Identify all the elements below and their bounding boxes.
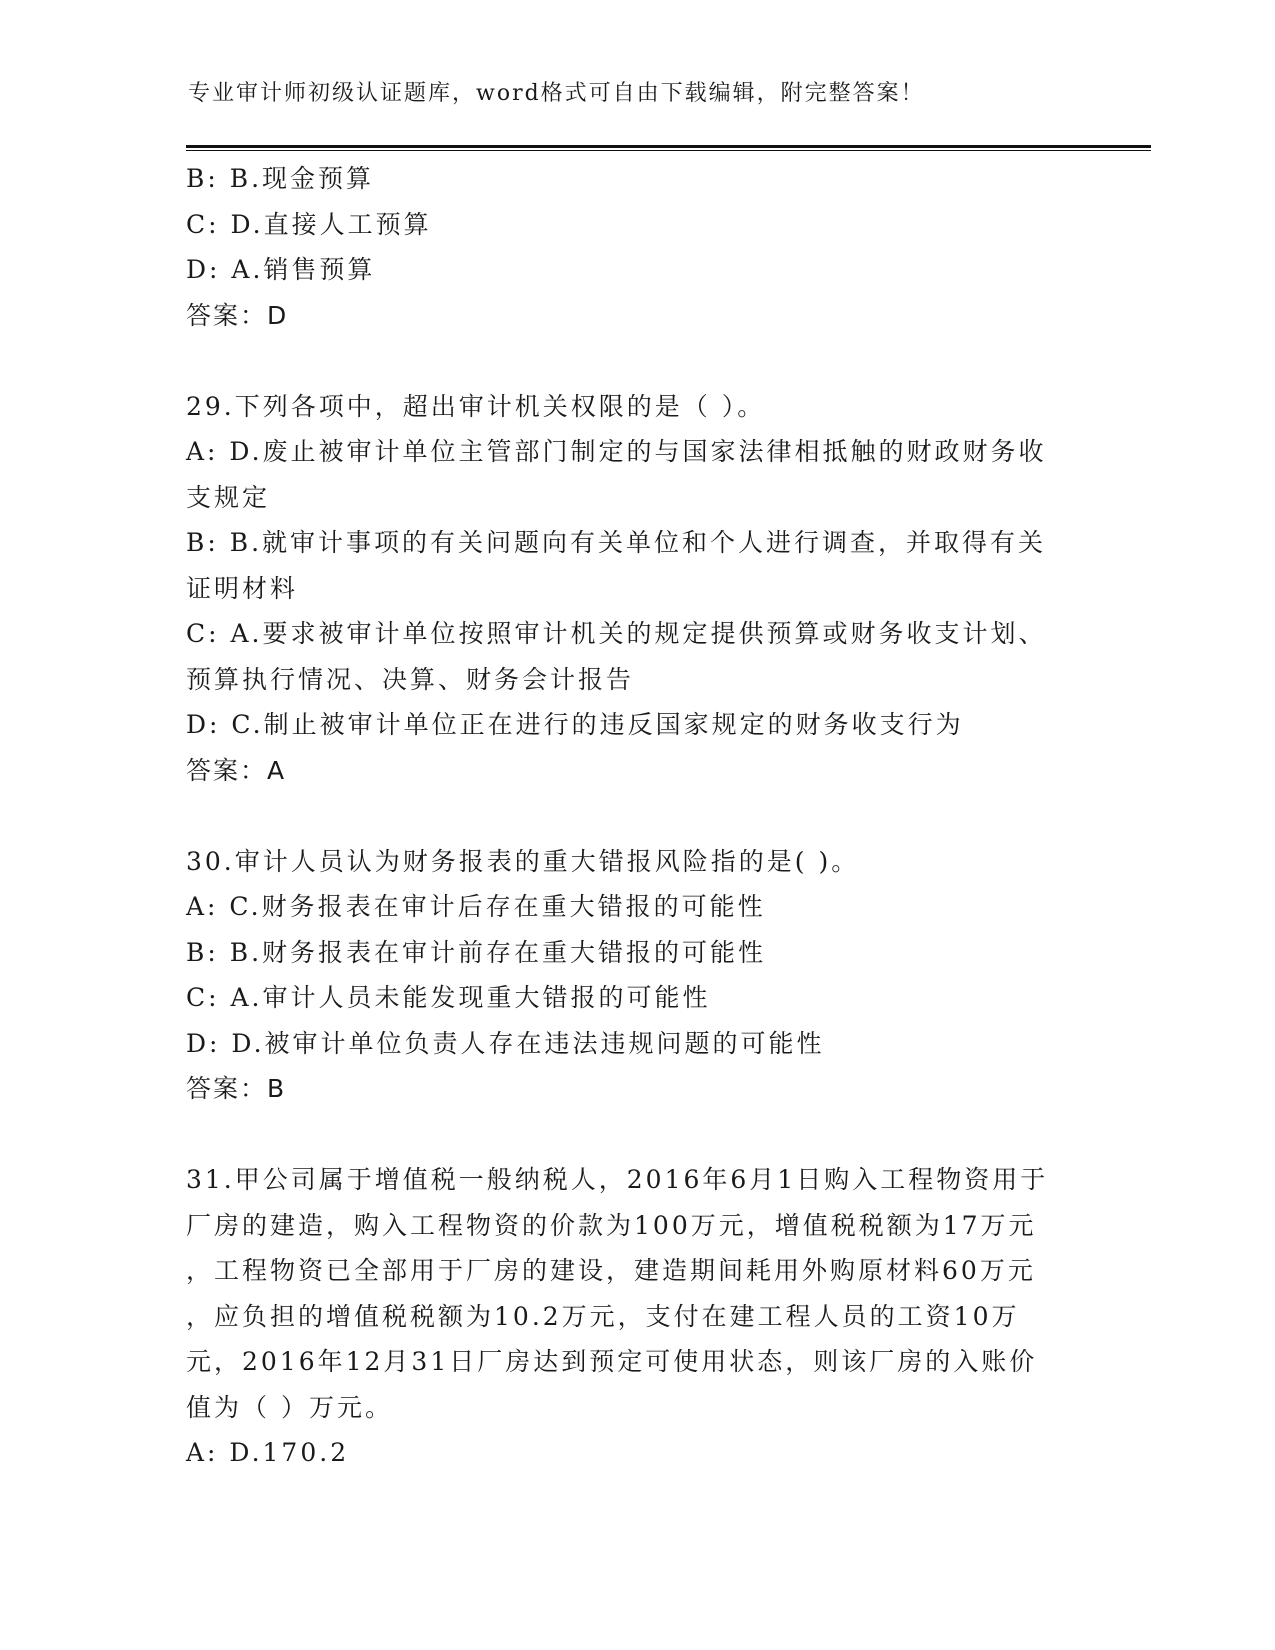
option-b-continued: 证明材料 xyxy=(186,573,299,603)
question-stem-continued: 值为（ ）万元。 xyxy=(186,1392,393,1422)
option-d: D: D.被审计单位负责人存在违法违规问题的可能性 xyxy=(186,1028,825,1058)
option-a: A: D.170.2 xyxy=(186,1438,350,1467)
spacer xyxy=(186,338,1086,384)
prev-question xyxy=(186,156,1086,338)
question-stem-continued: 元，2016年12月31日厂房达到预定可使用状态，则该厂房的入账价 xyxy=(186,1347,1038,1376)
option-c: C: A.审计人员未能发现重大错报的可能性 xyxy=(186,983,711,1012)
header-rule-thick xyxy=(186,145,1151,148)
question-stem: 31.甲公司属于增值税一般纳税人，2016年6月1日购入工程物资用于 xyxy=(186,1165,1049,1194)
question-31 xyxy=(186,1157,1086,1476)
answer-label: 答案：A xyxy=(186,755,287,785)
spacer xyxy=(186,1112,1086,1158)
question-29 xyxy=(186,384,1086,794)
question-stem: 30.审计人员认为财务报表的重大错报风险指的是( )。 xyxy=(186,846,860,876)
question-stem: 29.下列各项中，超出审计机关权限的是（ ）。 xyxy=(186,391,766,421)
option-a: A: D.废止被审计单位主管部门制定的与国家法律相抵触的财政财务收 xyxy=(186,437,1047,466)
option-c: C: A.要求被审计单位按照审计机关的规定提供预算或财务收支计划、 xyxy=(186,619,1047,648)
option-d: D: A.销售预算 xyxy=(186,255,376,284)
option-b: B: B.现金预算 xyxy=(186,164,375,193)
option-d: D: C.制止被审计单位正在进行的违反国家规定的财务收支行为 xyxy=(186,710,964,739)
spacer xyxy=(186,793,1086,839)
question-stem-continued: 厂房的建造，购入工程物资的价款为100万元，增值税税额为17万元 xyxy=(186,1210,1037,1240)
answer-label: 答案：D xyxy=(186,300,289,330)
question-stem-continued: ，工程物资已全部用于厂房的建设，建造期间耗用外购原材料60万元 xyxy=(186,1256,1036,1285)
header-rule-thin xyxy=(186,150,1151,151)
question-content xyxy=(186,156,1086,1476)
answer-label: 答案：B xyxy=(186,1074,287,1103)
option-c: C: D.直接人工预算 xyxy=(186,209,432,239)
question-30 xyxy=(186,839,1086,1112)
option-a-continued: 支规定 xyxy=(186,482,271,512)
option-a: A: C.财务报表在审计后存在重大错报的可能性 xyxy=(186,892,766,921)
option-c-continued: 预算执行情况、决算、财务会计报告 xyxy=(186,664,635,694)
option-b: B: B.就审计事项的有关问题向有关单位和个人进行调查，并取得有关 xyxy=(186,528,1047,557)
page-header: 专业审计师初级认证题库，word格式可自由下载编辑，附完整答案！ xyxy=(188,81,925,106)
option-b: B: B.财务报表在审计前存在重大错报的可能性 xyxy=(186,937,767,967)
question-stem-continued: ，应负担的增值税税额为10.2万元，支付在建工程人员的工资10万 xyxy=(186,1301,1020,1331)
